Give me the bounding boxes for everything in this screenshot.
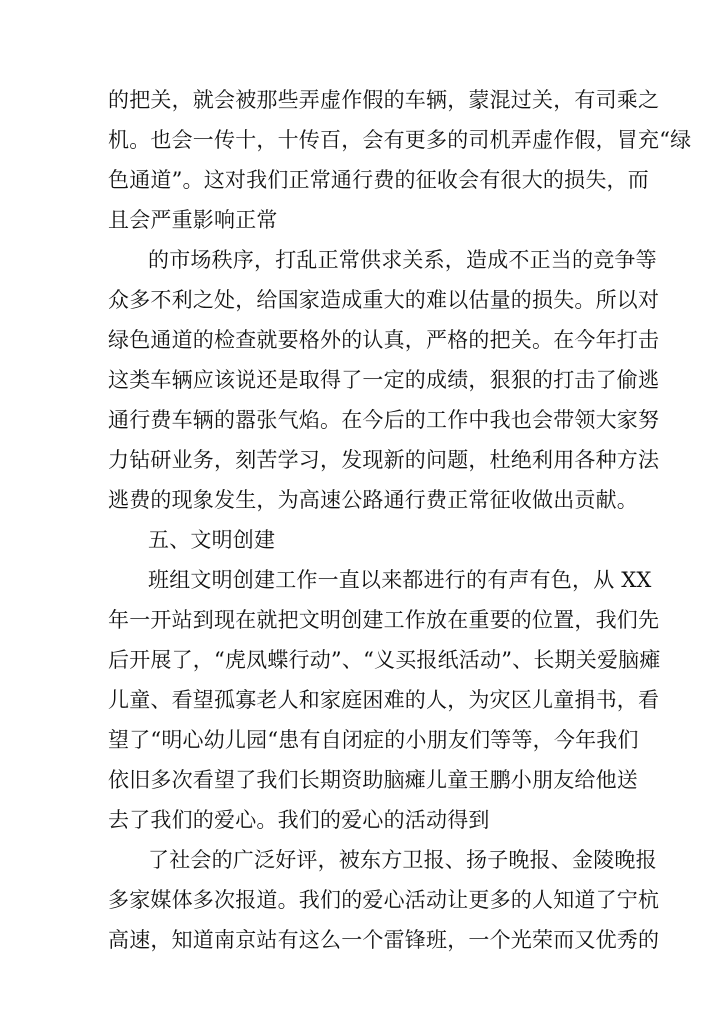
text-line: 去了我们的爱心。我们的爱心的活动得到 <box>108 808 490 832</box>
text-line: 且会严重影响正常 <box>108 208 278 232</box>
section-heading: 五、文明创建 <box>148 528 276 552</box>
text-line: 这类车辆应该说还是取得了一定的成绩，狠狠的打击了偷逃 <box>108 368 660 392</box>
text-line: 班组文明创建工作一直以来都进行的有声有色，从 XX <box>148 568 652 592</box>
text-line: 逃费的现象发生，为高速公路通行费正常征收做出贡献。 <box>108 488 638 512</box>
text-line: 的市场秩序，打乱正常供求关系，造成不正当的竞争等 <box>148 248 657 272</box>
text-line: 的把关，就会被那些弄虚作假的车辆，蒙混过关，有司乘之 <box>108 88 660 112</box>
text-line: 后开展了，“虎凤蝶行动”、“义买报纸活动”、长期关爱脑瘫 <box>108 648 661 672</box>
text-line: 力钻研业务，刻苦学习，发现新的问题，杜绝利用各种方法 <box>108 448 660 472</box>
text-line: 了社会的广泛好评，被东方卫报、扬子晚报、金陵晚报 <box>148 848 657 872</box>
text-line: 色通道”。这对我们正常通行费的征收会有很大的损失，而 <box>108 168 649 192</box>
text-line: 依旧多次看望了我们长期资助脑瘫儿童王鹏小朋友给他送 <box>108 768 638 792</box>
text-line: 通行费车辆的嚣张气焰。在今后的工作中我也会带领大家努 <box>108 408 660 432</box>
text-line: 绿色通道的检查就要格外的认真，严格的把关。在今年打击 <box>108 328 660 352</box>
text-line: 望了“明心幼儿园“患有自闭症的小朋友们等等，今年我们 <box>108 728 639 752</box>
text-line: 众多不利之处，给国家造成重大的难以估量的损失。所以对 <box>108 288 660 312</box>
text-line: 多家媒体多次报道。我们的爱心活动让更多的人知道了宁杭 <box>108 888 660 912</box>
text-line: 高速，知道南京站有这么一个雷锋班，一个光荣而又优秀的 <box>108 928 660 952</box>
text-line: 年一开站到现在就把文明创建工作放在重要的位置，我们先 <box>108 608 660 632</box>
text-line: 机。也会一传十，十传百，会有更多的司机弄虚作假，冒充“绿 <box>108 128 692 152</box>
text-line: 儿童、看望孤寡老人和家庭困难的人，为灾区儿童捐书，看 <box>108 688 660 712</box>
